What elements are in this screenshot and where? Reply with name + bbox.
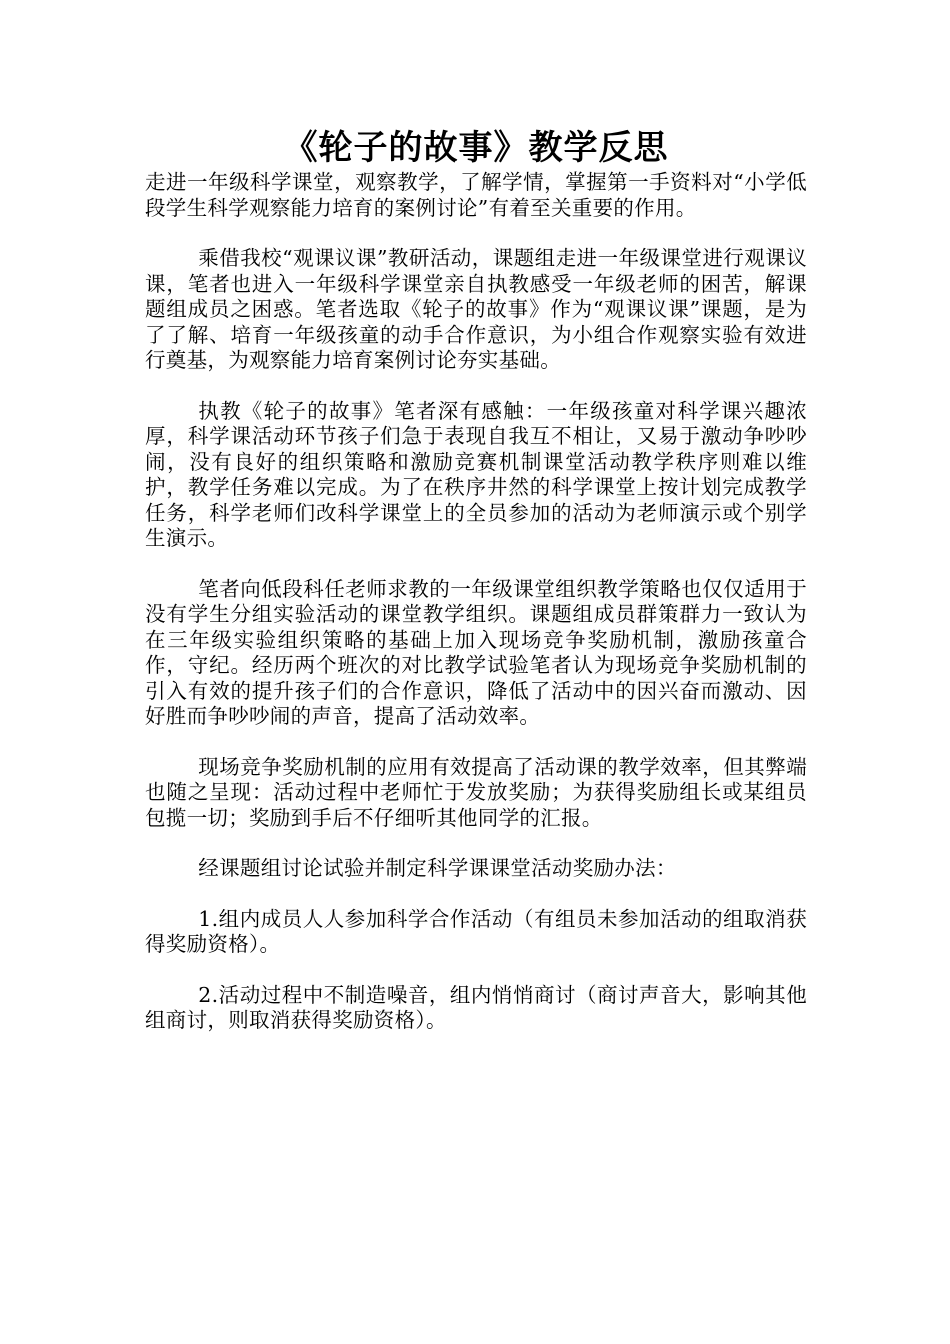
paragraph-spacer [145,958,807,983]
paragraph-spacer [145,221,807,246]
paragraph-spacer [145,730,807,755]
paragraph-intro: 走进一年级科学课堂，观察教学，了解学情，掌握第一手资料对“小学低段学生科学观察能力培育的案例讨论”有着至关重要的作用。 [145,170,807,220]
paragraph-drawbacks: 现场竞争奖励机制的应用有效提高了活动课的教学效率，但其弊端也随之呈现：活动过程中老师忙于发放奖励；为获得奖励组长或某组员包揽一切；奖励到手后不仔细听其他同学的汇报。 [145,754,807,830]
paragraph-spacer [145,374,807,399]
paragraph-observation-activity: 乘借我校“观课议课”教研活动，课题组走进一年级课堂进行观课议课，笔者也进入一年级科学课堂亲自执教感受一年级老师的困苦，解课题组成员之困惑。笔者选取《轮子的故事》作为“观课议课”课题，是为了了解、培育一年级孩童的动手合作意识，为小组合作观察实验有效进行奠基，为观察能力培育案例讨论夯实基础。 [145,246,807,372]
document-title: 《轮子的故事》教学反思 [283,128,669,168]
paragraph-spacer [145,831,807,856]
paragraph-spacer [145,882,807,907]
paragraph-spacer [145,552,807,577]
list-item-rule-2: 2.活动过程中不制造噪音，组内悄悄商讨（商讨声音大，影响其他组商讨，则取消获得奖励资格）。 [145,982,807,1032]
list-item-rule-1: 1.组内成员人人参加科学合作活动（有组员未参加活动的组取消获得奖励资格）。 [145,906,807,956]
document-page [145,126,807,1034]
paragraph-teaching-experience: 执教《轮子的故事》笔者深有感触：一年级孩童对科学课兴趣浓厚，科学课活动环节孩子们急于表现自我互不相让，又易于激动争吵吵闹，没有良好的组织策略和激励竞赛机制课堂活动教学秩序则难以维护，教学任务难以完成。为了在秩序井然的科学课堂上按计划完成教学任务，科学老师们改科学课堂上的全员参加的活动为老师演示或个别学生演示。 [145,398,807,550]
paragraph-competition-mechanism: 笔者向低段科任老师求教的一年级课堂组织教学策略也仅仅适用于没有学生分组实验活动的课堂教学组织。课题组成员群策群力一致认为在三年级实验组织策略的基础上加入现场竞争奖励机制，激励孩童合作，守纪。经历两个班次的对比教学试验笔者认为现场竞争奖励机制的引入有效的提升孩子们的合作意识，降低了活动中的因兴奋而激动、因好胜而争吵吵闹的声音，提高了活动效率。 [145,576,807,728]
paragraph-reward-rules-intro: 经课题组讨论试验并制定科学课课堂活动奖励办法： [198,856,677,880]
